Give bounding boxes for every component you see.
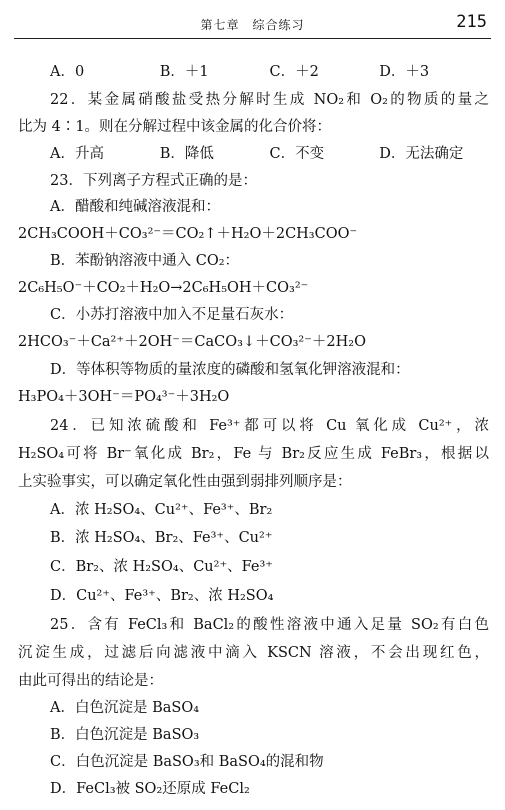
q23-option-d-equation: H₃PO₄＋3OH⁻＝PO₄³⁻＋3H₂O xyxy=(18,389,230,405)
q23-stem: 23．下列离子方程式正确的是： xyxy=(50,173,257,189)
q25-stem-line1: 25．含有 FeCl₃和 BaCl₂的酸性溶液中通入足量 SO₂有白色 xyxy=(50,617,489,633)
q24-option-a: A．浓 H₂SO₄、Cu²⁺、Fe³⁺、Br₂ xyxy=(50,502,273,518)
q25-option-b: B．白色沉淀是 BaSO₃ xyxy=(50,727,200,743)
q25-option-c: C．白色沉淀是 BaSO₃和 BaSO₄的混和物 xyxy=(50,754,324,770)
q22-option-b: B．降低 xyxy=(159,146,214,162)
q23-option-c-label: C．小苏打溶液中加入不足量石灰水： xyxy=(50,307,294,323)
q24-option-b: B．浓 H₂SO₄、Br₂、Fe³⁺、Cu²⁺ xyxy=(50,530,273,546)
q21-option-c: C．＋2 xyxy=(269,64,319,80)
q22-option-d: D．无法确定 xyxy=(379,146,464,162)
q22-stem-line2: 比为 4∶1。则在分解过程中该金属的化合价将： xyxy=(18,119,332,135)
q24-stem-line3: 上实验事实，可以确定氧化性由强到弱排列顺序是： xyxy=(18,474,352,490)
q21-option-b: B．＋1 xyxy=(159,64,209,80)
q24-stem-line2: H₂SO₄可将 Br⁻氧化成 Br₂，Fe 与 Br₂反应生成 FeBr₃，根据以 xyxy=(18,446,489,462)
q24-stem-line1: 24．已知浓硫酸和 Fe³⁺都可以将 Cu 氧化成 Cu²⁺，浓 xyxy=(50,418,489,434)
q23-option-a-equation: 2CH₃COOH＋CO₃²⁻＝CO₂↑＋H₂O＋2CH₃COO⁻ xyxy=(18,226,358,242)
q23-option-b-label: B．苯酚钠溶液中通入 CO₂： xyxy=(50,253,240,269)
q22-option-c: C．不变 xyxy=(269,146,325,162)
chapter-title: 第七章 综合练习 xyxy=(200,18,305,32)
q23-option-a-label: A．醋酸和纯碱溶液混和： xyxy=(50,199,220,215)
q23-option-b-equation: 2C₆H₅O⁻＋CO₂＋H₂O→2C₆H₅OH＋CO₃²⁻ xyxy=(18,280,309,296)
q22-options xyxy=(50,144,489,164)
q23-option-d-label: D．等体积等物质的量浓度的磷酸和氢氧化钾溶液混和： xyxy=(50,362,410,378)
q25-option-a: A．白色沉淀是 BaSO₄ xyxy=(50,700,200,716)
page-number: 215 xyxy=(456,12,487,32)
q25-stem-line3: 由此可得出的结论是： xyxy=(18,673,163,689)
q22-stem-line1: 22．某金属硝酸盐受热分解时生成 NO₂和 O₂的物质的量之 xyxy=(50,92,489,108)
q23-option-c-equation: 2HCO₃⁻＋Ca²⁺＋2OH⁻＝CaCO₃↓＋CO₃²⁻＋2H₂O xyxy=(18,334,366,350)
q21-option-d: D．＋3 xyxy=(379,64,430,80)
page-header xyxy=(14,10,491,39)
q22-option-a: A．升高 xyxy=(50,146,104,162)
q25-option-d: D．FeCl₃被 SO₂还原成 FeCl₂ xyxy=(50,781,250,797)
q21-options xyxy=(50,62,489,82)
q25-stem-line2: 沉淀生成，过滤后向滤液中滴入 KSCN 溶液，不会出现红色， xyxy=(18,645,489,661)
q21-option-a: A．0 xyxy=(50,64,85,80)
q24-option-d: D．Cu²⁺、Fe³⁺、Br₂、浓 H₂SO₄ xyxy=(50,588,274,604)
q24-option-c: C．Br₂、浓 H₂SO₄、Cu²⁺、Fe³⁺ xyxy=(50,559,273,575)
